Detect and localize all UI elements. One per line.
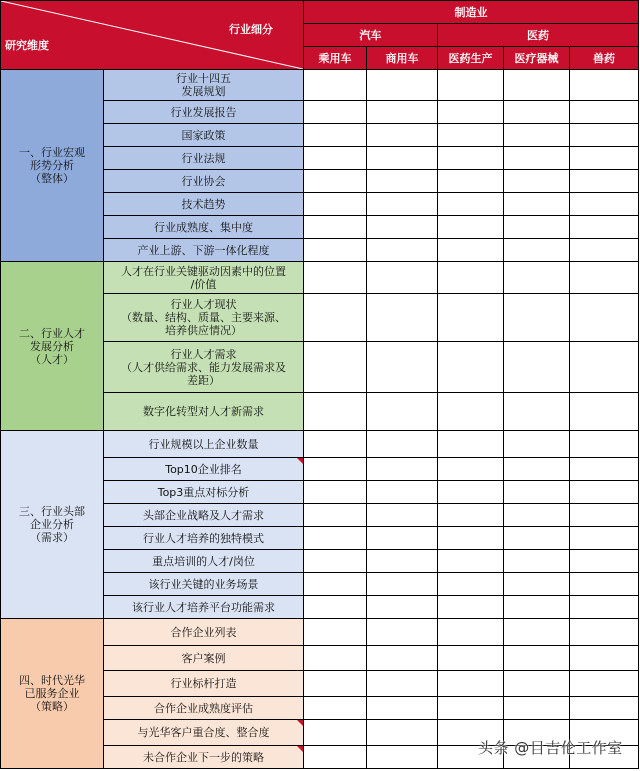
column-header: 商用车: [367, 47, 438, 70]
sub-item-cell: [104, 342, 304, 393]
data-cell[interactable]: [367, 147, 438, 170]
sub-item-cell: [104, 147, 304, 170]
sub-item-cell: [104, 720, 304, 746]
data-cell[interactable]: [504, 619, 570, 646]
data-cell[interactable]: [367, 101, 438, 124]
dimension-cell: 一、行业宏观 形势分析 （整体）: [1, 70, 104, 262]
corner-label-segment: 行业细分: [229, 23, 273, 36]
data-cell[interactable]: [304, 458, 367, 481]
data-cell[interactable]: [304, 527, 367, 550]
data-cell[interactable]: [304, 216, 367, 239]
data-cell[interactable]: [304, 101, 367, 124]
table-row: [1, 262, 639, 294]
table-row: [1, 619, 639, 646]
sub-item-label: 产业上游、下游一体化程度: [137, 243, 270, 257]
comment-marker-icon[interactable]: [297, 720, 303, 726]
column-header: 医药生产: [438, 47, 504, 70]
sub-item-cell: [104, 70, 304, 101]
data-cell[interactable]: [504, 671, 570, 697]
data-cell[interactable]: [367, 216, 438, 239]
data-cell[interactable]: [304, 124, 367, 147]
sub-item-cell: [104, 239, 304, 262]
data-cell[interactable]: [304, 481, 367, 504]
data-cell[interactable]: [570, 596, 639, 619]
header-corner-cell: [1, 1, 304, 70]
data-cell[interactable]: [304, 720, 367, 746]
data-cell[interactable]: [367, 393, 438, 431]
sub-item-cell: [104, 170, 304, 193]
sub-item-cell: [104, 393, 304, 431]
data-cell[interactable]: [570, 216, 639, 239]
watermark: 头条 @目吉伦工作室: [478, 739, 623, 757]
data-cell[interactable]: [438, 697, 504, 720]
data-cell[interactable]: [570, 646, 639, 671]
sub-item-cell: [104, 596, 304, 619]
data-cell[interactable]: [570, 527, 639, 550]
sub-item-label: 技术趋势: [181, 197, 226, 211]
data-cell[interactable]: [504, 193, 570, 216]
sub-item-cell: [104, 573, 304, 596]
data-cell[interactable]: [438, 216, 504, 239]
data-cell[interactable]: [504, 573, 570, 596]
data-cell[interactable]: [438, 573, 504, 596]
data-cell[interactable]: [367, 746, 438, 769]
data-cell[interactable]: [504, 504, 570, 527]
sub-item-label: 合作企业列表: [170, 625, 237, 639]
data-cell[interactable]: [438, 431, 504, 458]
data-cell[interactable]: [367, 671, 438, 697]
data-cell[interactable]: [438, 458, 504, 481]
data-cell[interactable]: [504, 170, 570, 193]
data-cell[interactable]: [438, 124, 504, 147]
sub-item-label: 客户案例: [181, 651, 226, 665]
sub-item-cell: [104, 619, 304, 646]
sub-item-cell: [104, 527, 304, 550]
data-cell[interactable]: [438, 393, 504, 431]
sub-item-label: 行业协会: [181, 174, 226, 188]
comment-marker-icon[interactable]: [297, 458, 303, 464]
table-body: [1, 70, 639, 769]
sub-item-cell: [104, 697, 304, 720]
data-cell[interactable]: [504, 527, 570, 550]
data-cell[interactable]: [570, 294, 639, 342]
data-cell[interactable]: [367, 573, 438, 596]
data-cell[interactable]: [504, 393, 570, 431]
sub-item-cell: [104, 193, 304, 216]
sub-item-label: 国家政策: [181, 128, 226, 142]
data-cell[interactable]: [570, 124, 639, 147]
data-cell[interactable]: [504, 596, 570, 619]
sub-item-label: 合作企业成熟度评估: [154, 701, 253, 715]
sub-item-label: 该行业关键的业务场景: [148, 577, 259, 591]
group-header-pharma: 医药: [438, 24, 639, 47]
data-cell[interactable]: [438, 550, 504, 573]
data-cell[interactable]: [438, 70, 504, 101]
data-cell[interactable]: [367, 697, 438, 720]
data-cell[interactable]: [367, 720, 438, 746]
data-cell[interactable]: [570, 193, 639, 216]
data-cell[interactable]: [367, 458, 438, 481]
sub-item-label: Top3重点对标分析: [157, 485, 250, 499]
sub-item-cell: [104, 746, 304, 769]
data-cell[interactable]: [367, 294, 438, 342]
sub-item-label: 行业规模以上企业数量: [148, 437, 259, 451]
data-cell[interactable]: [504, 124, 570, 147]
data-cell[interactable]: [504, 646, 570, 671]
data-cell[interactable]: [304, 342, 367, 393]
data-cell[interactable]: [438, 481, 504, 504]
data-cell[interactable]: [367, 342, 438, 393]
data-cell[interactable]: [367, 596, 438, 619]
data-cell[interactable]: [304, 573, 367, 596]
sub-item-cell: [104, 431, 304, 458]
data-cell[interactable]: [438, 294, 504, 342]
sub-item-label: 行业法规: [181, 151, 226, 165]
data-cell[interactable]: [304, 671, 367, 697]
sub-item-label: 行业人才需求 （人才供给需求、能力发展需求及 差距）: [121, 347, 286, 387]
sub-item-label: 头部企业战略及人才需求: [143, 508, 264, 522]
data-cell[interactable]: [304, 147, 367, 170]
data-cell[interactable]: [504, 550, 570, 573]
data-cell[interactable]: [304, 431, 367, 458]
data-cell[interactable]: [304, 646, 367, 671]
data-cell[interactable]: [438, 101, 504, 124]
data-cell[interactable]: [367, 550, 438, 573]
sub-item-cell: [104, 124, 304, 147]
data-cell[interactable]: [304, 746, 367, 769]
dimension-cell: 二、行业人才 发展分析 （人才）: [1, 262, 104, 431]
sub-item-cell: [104, 671, 304, 697]
data-cell[interactable]: [367, 481, 438, 504]
data-cell[interactable]: [438, 239, 504, 262]
sub-item-label: 与光华客户重合度、整合度: [137, 726, 270, 739]
data-cell[interactable]: [504, 147, 570, 170]
data-cell[interactable]: [570, 70, 639, 101]
data-cell[interactable]: [438, 671, 504, 697]
data-cell[interactable]: [438, 646, 504, 671]
data-cell[interactable]: [570, 147, 639, 170]
data-cell[interactable]: [570, 573, 639, 596]
sub-item-label: 行业标杆打造: [170, 677, 237, 690]
data-cell[interactable]: [367, 431, 438, 458]
data-cell[interactable]: [570, 697, 639, 720]
data-cell[interactable]: [570, 550, 639, 573]
column-header: 兽药: [570, 47, 639, 70]
data-cell[interactable]: [504, 101, 570, 124]
data-cell[interactable]: [570, 262, 639, 294]
dimension-cell: 四、时代光华 已服务企业 （策略）: [1, 619, 104, 769]
data-cell[interactable]: [570, 101, 639, 124]
data-cell[interactable]: [304, 170, 367, 193]
sub-item-label: 人才在行业关键驱动因素中的位置 /价值: [121, 264, 286, 291]
sub-item-label: Top10企业排名: [165, 462, 242, 476]
sub-item-cell: [104, 504, 304, 527]
dimension-cell: 三、行业头部 企业分析 （需求）: [1, 431, 104, 619]
data-cell[interactable]: [304, 504, 367, 527]
data-cell[interactable]: [367, 619, 438, 646]
data-cell[interactable]: [504, 458, 570, 481]
data-cell[interactable]: [570, 619, 639, 646]
data-cell[interactable]: [570, 342, 639, 393]
data-cell[interactable]: [504, 239, 570, 262]
data-cell[interactable]: [367, 170, 438, 193]
data-cell[interactable]: [570, 671, 639, 697]
data-cell[interactable]: [438, 596, 504, 619]
sub-item-label: 行业发展报告: [170, 105, 237, 119]
comment-marker-icon[interactable]: [297, 746, 303, 752]
sub-item-label: 行业人才培养的独特模式: [143, 531, 264, 545]
data-cell[interactable]: [504, 262, 570, 294]
data-cell[interactable]: [304, 393, 367, 431]
data-cell[interactable]: [504, 697, 570, 720]
column-header: 医疗器械: [504, 47, 570, 70]
column-header: 乘用车: [304, 47, 367, 70]
data-cell[interactable]: [504, 481, 570, 504]
data-cell[interactable]: [438, 619, 504, 646]
sub-item-label: 未合作企业下一步的策略: [143, 750, 264, 764]
sub-item-cell: [104, 101, 304, 124]
data-cell[interactable]: [570, 170, 639, 193]
data-cell[interactable]: [367, 124, 438, 147]
sub-item-cell: [104, 481, 304, 504]
table-row: [1, 431, 639, 458]
group-header-auto: 汽车: [304, 24, 438, 47]
data-cell[interactable]: [504, 216, 570, 239]
data-cell[interactable]: [438, 147, 504, 170]
data-cell[interactable]: [304, 550, 367, 573]
data-cell[interactable]: [438, 342, 504, 393]
data-cell[interactable]: [367, 70, 438, 101]
sub-item-cell: [104, 550, 304, 573]
sub-item-cell: [104, 646, 304, 671]
data-cell[interactable]: [570, 393, 639, 431]
sub-item-cell: [104, 458, 304, 481]
data-cell[interactable]: [304, 193, 367, 216]
data-cell[interactable]: [570, 239, 639, 262]
sub-item-label: 行业成熟度、集中度: [154, 220, 253, 234]
sector-header: 制造业: [304, 1, 639, 24]
data-cell[interactable]: [304, 294, 367, 342]
sub-item-label: 行业人才现状 （数量、结构、质量、主要来源、 培养供应情况）: [121, 298, 286, 337]
data-cell[interactable]: [504, 294, 570, 342]
data-cell[interactable]: [438, 170, 504, 193]
data-cell[interactable]: [367, 527, 438, 550]
data-cell[interactable]: [570, 504, 639, 527]
data-cell[interactable]: [304, 596, 367, 619]
data-cell[interactable]: [304, 697, 367, 720]
sub-item-label: 数字化转型对人才新需求: [143, 405, 264, 418]
data-cell[interactable]: [438, 504, 504, 527]
data-cell[interactable]: [304, 262, 367, 294]
data-cell[interactable]: [570, 431, 639, 458]
data-cell[interactable]: [304, 239, 367, 262]
data-cell[interactable]: [438, 262, 504, 294]
data-cell[interactable]: [367, 262, 438, 294]
data-cell[interactable]: [570, 458, 639, 481]
corner-label-dimension: 研究维度: [5, 39, 49, 52]
data-cell[interactable]: [504, 70, 570, 101]
sub-item-label: 该行业人才培养平台功能需求: [132, 600, 275, 614]
sub-item-label: 行业十四五 发展规划: [176, 72, 231, 98]
data-cell[interactable]: [438, 527, 504, 550]
sub-item-label: 重点培训的人才/岗位: [152, 554, 255, 568]
data-cell[interactable]: [438, 193, 504, 216]
data-cell[interactable]: [304, 70, 367, 101]
data-cell[interactable]: [367, 239, 438, 262]
data-cell[interactable]: [367, 504, 438, 527]
data-cell[interactable]: [504, 431, 570, 458]
sub-item-cell: [104, 294, 304, 342]
sub-item-cell: [104, 216, 304, 239]
data-cell[interactable]: [504, 342, 570, 393]
data-cell[interactable]: [304, 619, 367, 646]
data-cell[interactable]: [570, 481, 639, 504]
sub-item-cell: [104, 262, 304, 294]
data-cell[interactable]: [367, 193, 438, 216]
table-row: [1, 70, 639, 101]
data-cell[interactable]: [367, 646, 438, 671]
